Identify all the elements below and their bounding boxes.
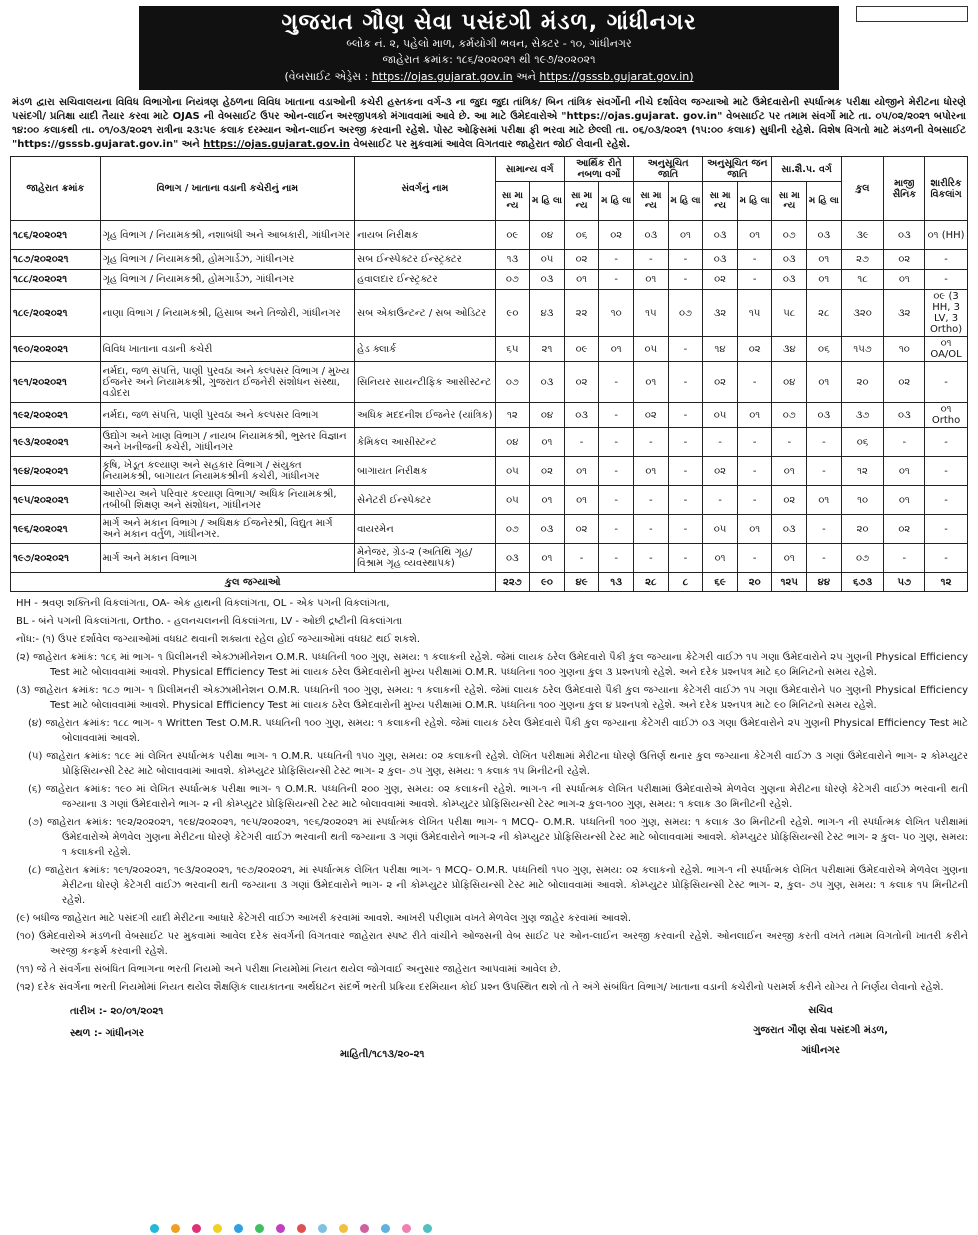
vacancy-cell: ૦૩ (772, 250, 807, 270)
note-item: (૧૧) જે તે સંવર્ગના સંબંધિત વિભાગના ભરતી નિયમો અને પરીક્ષા નિયમોમાં નિયત થયેલ જોગવાઈ અનુસાર જાહેરાત આપવામાં આવેલ છે. (16, 964, 561, 975)
note-item: (૩) જાહેરાત ક્રમાંક: ૧૮૭ ભાગ- ૧ પ્રિલીમનરી એક્ઝામીનેશન O.M.R. પધ્ધતિની ૧૦૦ ગુણ, સમય: ૧ કલાકની રહેશે. જેમાં લાયક ઠરેલ ઉમેદવારો પૈકી કુલ જગ્યાના કેટેગરી વાઈઝ ૧૫ ગણા ઉમેદવારોને ૫૦ ગુણની Physical Efficiency Test માટે બોલાવવામાં આવશે. Physical Efficiency Test માં લાયક ઠરેલ ઉમેદવારોની મુખ્ય પરીક્ષામાં O.M.R. પધ્ધતિના ૧૦૦ ગુણના કુલ ૪ પ્રશ્નપત્રો રહેશે. અને દરેક પ્રશ્નપત્ર માટે ૯૦ મિનિટનો સમય રહેશે. (16, 685, 968, 711)
intro-text-3: વેબસાઈટ પર મુકવામાં આવેલ વિગતવાર જાહેરાત જોઈ લેવાની રહેશે. (353, 139, 631, 150)
total-cell: ૨૦ (737, 573, 772, 592)
subcol-general: સા મા ન્ય (703, 182, 738, 221)
total-cell: ૯૦ (530, 573, 565, 592)
vacancy-cell: - (599, 486, 634, 515)
vacancy-cell: ૦૫ (703, 403, 738, 428)
vacancy-cell: - (807, 457, 842, 486)
total-cell: ૬૭૩ (841, 573, 884, 592)
vacancy-cell: ૦૧ (599, 337, 634, 362)
signatory-org: ગુજરાત ગૌણ સેવા પસંદગી મંડળ, (753, 1025, 888, 1036)
table-row (11, 544, 968, 573)
note-item: નોંધ:- (૧) ઉપર દર્શાવેલ જગ્યાઓમાં વધઘટ થવાની શક્યતા રહેલ હોઈ જગ્યાઓમાં વધઘટ થઈ શકશે. (16, 634, 421, 645)
header-banner (139, 6, 839, 90)
signatory-city: ગાંધીનગર (801, 1045, 840, 1056)
place: સ્થળ :- ગાંધીનગર (70, 1028, 145, 1039)
pwd-cell: - (925, 428, 968, 457)
vacancy-cell: ૬૫ (495, 337, 530, 362)
advt-range: જાહેરાત ક્રમાંક: ૧૮૬/૨૦૨૦૨૧ થી ૧૯૭/૨૦૨૦૨૧ (382, 53, 596, 66)
vacancy-cell: ૦૧ (807, 250, 842, 270)
vacancy-cell: - (668, 486, 703, 515)
vacancy-cell: ૦૬ (807, 337, 842, 362)
table-row (11, 457, 968, 486)
department-name: કૃષિ, ખેડૂત કલ્યાણ અને સહકાર વિભાગ / સંયુક્ત નિયામકશ્રી, બાગાયત નિયામકશ્રીની કચેરી, ગાંધીનગર (100, 457, 355, 486)
vacancy-cell: ૦૨ (737, 337, 772, 362)
vacancy-cell: - (599, 362, 634, 403)
vacancy-cell: ૦૩ (807, 403, 842, 428)
legend-line-1: HH - શ્રવણ શક્તિની વિકલાંગતા, OA- એક હાથની વિકલાંગતા, OL - એક પગની વિકલાંગતા, (16, 598, 390, 609)
department-name: ઉદ્યોગ અને ખાણ વિભાગ / નાયબ નિયામકશ્રી, ભુસ્તર વિજ્ઞાન અને ખનીજની કચેરી, ગાંધીનગર (100, 428, 355, 457)
vacancy-cell: - (884, 428, 925, 457)
vacancy-cell: ૦૧ (564, 270, 599, 290)
total-cell: ૮ (668, 573, 703, 592)
vacancy-cell: ૦૭ (841, 544, 884, 573)
vacancy-cell: ૦૨ (884, 515, 925, 544)
total-cell: ૬૯ (703, 573, 738, 592)
pwd-cell: - (925, 515, 968, 544)
pwd-cell: - (925, 250, 968, 270)
vacancy-cell: ૦૪ (772, 362, 807, 403)
advt-number: ૧૯૧/૨૦૨૦૨૧ (11, 362, 101, 403)
date-place (70, 1001, 163, 1045)
advt-number: ૧૮૯/૨૦૨૦૨૧ (11, 290, 101, 337)
legend-line-2: BL - બંને પગની વિકલાંગતા, Ortho. - હલનચલનની વિકલાંગતા, LV - ઓછી દ્રષ્ટીની વિકલાંગતા (16, 616, 403, 627)
table-row (11, 221, 968, 250)
vacancy-cell: ૩૨ (703, 290, 738, 337)
col-ews: આર્થિક રીતે નબળા વર્ગો (564, 157, 633, 182)
total-cell: ૫૭ (884, 573, 925, 592)
department-name: નર્મદા, જળ સંપત્તિ, પાણી પુરવઠા અને કલ્પસર વિભાગ / મુખ્ય ઈજનેર અને નિયામકશ્રી, ગુજરાત ઈજનેરી સંશોધન સંસ્થા, વડોદરા (100, 362, 355, 403)
website-and: અને (516, 70, 536, 83)
vacancy-cell: ૦૩ (807, 221, 842, 250)
note-item: (૪) જાહેરાત ક્રમાંક: ૧૮૮ ભાગ- ૧ Written Test O.M.R. પધ્ધતિની ૧૦૦ ગુણ, સમય: ૧ કલાકની રહેશે. જેમાં લાયક ઠરેલ ઉમેદવારો પૈકી કુલ જગ્યાના કેટેગરી વાઈઝ ૦૩ ગણા ઉમેદવારોને ૨૫ ગુણની Physical Efficiency Test માટે બોલાવવામાં આવશે. (28, 718, 968, 744)
table-row (11, 270, 968, 290)
subcol-female: મ હિ લા (807, 182, 842, 221)
registration-dot (192, 1224, 201, 1233)
legend (10, 595, 968, 631)
website-link-gsssb[interactable]: https://gsssb.gujarat.gov.in) (539, 70, 694, 83)
website-prefix: (વેબસાઈટ એડ્રેસ : (284, 70, 369, 83)
total-cell: ૨૮ (634, 573, 669, 592)
vacancy-cell: ૦૩ (772, 515, 807, 544)
registration-dot (423, 1224, 432, 1233)
vacancy-cell: ૦૧ (634, 362, 669, 403)
advt-number: ૧૯૨/૨૦૨૦૨૧ (11, 403, 101, 428)
vacancy-cell: ૨૨ (564, 290, 599, 337)
department-name: ગૃહ વિભાગ / નિયામકશ્રી, હોમગાર્ડઝ, ગાંધીનગર (100, 270, 355, 290)
vacancy-cell: - (634, 250, 669, 270)
vacancy-cell: ૧૪ (703, 337, 738, 362)
vacancy-cell: ૦૯ (495, 221, 530, 250)
intro-text-1: મંડળ દ્વારા સચિવાલયના વિવિધ વિભાગોના નિયંત્રણ હેઠળના વિવિધ ખાતાના વડાઓની કચેરી હસ્તકના વર્ગ-૩ ના જુદા જુદા તાંત્રિક/ બિન તાંત્રિક સંવર્ગોની નીચે દર્શાવેલ જગ્યાઓ માટે ઉમેદવારોની સ્પર્ધાત્મક પરીક્ષા યોજીને મેરીટના ધોરણે પસંદગી/ પ્રતિક્ષા યાદી તૈયાર કરવા માટે OJAS ની વેબસાઈટ ઉપર ઓન-લાઈન અરજીપત્રકો મંગાવવામાં આવે છે. આ માટે ઉમેદવારોએ "https://ojas.gujarat. gov.in" વેબસાઈટ પર તમામ સંવર્ગો માટે તા. ૦૫/૦૨/૨૦૨૧ બપોરના ૧૪:૦૦ કલાકથી તા. ૦૧/૦૩/૨૦૨૧ રાત્રીના ૨૩:૫૯ કલાક દરમ્યાન ઓન-લાઈન અરજી કરવાની રહેશે. પોસ્ટ ઓફિસમાં પરીક્ષા ફી ભરવા માટે છેલ્લી તા. ૦૬/૦૩/૨૦૨૧ (૧૫:૦૦ કલાક) સુધીની રહેશે. વિશેષ વિગતો માટે મંડળની વેબસાઈટ (12, 97, 966, 136)
cadre-name: હેડ ક્લાર્ક (355, 337, 495, 362)
pwd-cell: ૦૧ (HH) (925, 221, 968, 250)
advertisement-page (10, 6, 968, 1228)
cadre-name: વાયરમેન (355, 515, 495, 544)
vacancy-cell: ૦૨ (564, 362, 599, 403)
vacancy-cell: ૦૯ (564, 337, 599, 362)
vacancy-cell: - (599, 428, 634, 457)
vacancy-cell: ૦૧ (807, 270, 842, 290)
vacancy-cell: ૦૧ (807, 486, 842, 515)
total-cell: ૧૩ (599, 573, 634, 592)
vacancy-cell: ૨૦ (841, 362, 884, 403)
date: તારીખ :- ૨૦/૦૧/૨૦૨૧ (70, 1006, 164, 1017)
vacancy-cell: - (564, 428, 599, 457)
vacancy-cell: ૨૧ (530, 337, 565, 362)
reference-number: માહિતી/૧૮૧૩/૨૦-૨૧ (340, 1049, 425, 1060)
vacancy-cell: ૦૧ (807, 362, 842, 403)
vacancy-cell: ૦૭ (772, 403, 807, 428)
vacancy-cell: ૧૮ (841, 270, 884, 290)
vacancy-cell: ૦૬ (564, 221, 599, 250)
vacancy-cell: - (884, 544, 925, 573)
vacancy-cell: ૦૧ (564, 486, 599, 515)
registration-dot (318, 1224, 327, 1233)
vacancy-cell: ૩૭ (841, 403, 884, 428)
vacancy-cell: ૧૦ (841, 486, 884, 515)
vacancy-cell: ૦૨ (884, 250, 925, 270)
vacancy-cell: ૪૩ (530, 290, 565, 337)
cadre-name: અધિક મદદનીશ ઈજનેર (યાંત્રિક) (355, 403, 495, 428)
vacancy-cell: ૦૨ (703, 362, 738, 403)
pwd-cell: ૦૯ (3 HH, 3 LV, 3 Ortho) (925, 290, 968, 337)
website-link-ojas[interactable]: https://ojas.gujarat.gov.in (371, 70, 513, 83)
vacancy-cell: ૦૧ (530, 544, 565, 573)
vacancy-cell: ૦૨ (634, 403, 669, 428)
vacancy-cell: ૩૪ (772, 337, 807, 362)
vacancy-cell: - (668, 457, 703, 486)
pwd-cell: ૦૧ OA/OL (925, 337, 968, 362)
cadre-name: હવાલદાર ઈન્સ્ટ્રક્ટર (355, 270, 495, 290)
vacancy-cell: - (772, 428, 807, 457)
col-sc: અનુસૂચિત જાતિ (634, 157, 703, 182)
vacancy-cell: ૧૨ (841, 457, 884, 486)
website-line (139, 70, 839, 84)
vacancy-cell: - (668, 515, 703, 544)
col-total: કુલ (841, 157, 884, 221)
vacancy-cell: ૦૫ (530, 250, 565, 270)
vacancy-cell: ૦૩ (703, 250, 738, 270)
vacancy-cell: ૦૨ (599, 221, 634, 250)
note-item: (૯) બધીજ જાહેરાત માટે પસંદગી યાદી મેરીટના આધારે કેટેગરી વાઈઝ આખરી કરવામાં આવશે. આખરી પરીણામ વખતે મેળવેલ ગુણ જાહેર કરવામાં આવશે. (16, 913, 632, 924)
vacancy-cell: ૦૩ (884, 221, 925, 250)
intro-link[interactable]: https://ojas.gujarat.gov.in (203, 139, 350, 150)
vacancy-cell: ૧૫ (634, 290, 669, 337)
registration-dot (213, 1224, 222, 1233)
intro-text-2: "https://gsssb.gujarat.gov.in" અને (12, 139, 200, 150)
advt-number: ૧૯૪/૨૦૨૦૨૧ (11, 457, 101, 486)
vacancy-cell: ૧૩ (495, 250, 530, 270)
department-name: ગૃહ વિભાગ / નિયામકશ્રી, નશાબંધી અને આબકારી, ગાંધીનગર (100, 221, 355, 250)
vacancy-cell: - (737, 428, 772, 457)
vacancy-cell: - (668, 544, 703, 573)
note-item: (૧૨) દરેક સંવર્ગના ભરતી નિયમોમાં નિયત થયેલ શૈક્ષણિક લાયકાતના અર્થઘટન સંદર્ભે ભરતી પ્રક્રિયા દરમિયાન કોઈ પ્રશ્ન ઉપસ્થિત થશે તો તે અંગે સંબંધિત વિભાગ/ ખાતાના વડાની કચેરીનો પરામર્શ કરીને યોગ્ય તે નિર્ણય લેવાનો રહેશે. (16, 982, 944, 993)
col-department: વિભાગ / ખાતાના વડાની કચેરીનું નામ (100, 157, 355, 221)
vacancy-cell: - (599, 270, 634, 290)
cadre-name: કેમિકલ આસીસ્ટન્ટ (355, 428, 495, 457)
total-cell: ૪૯ (564, 573, 599, 592)
vacancy-cell: ૫૮ (772, 290, 807, 337)
vacancy-cell: ૨૦ (841, 515, 884, 544)
vacancy-cell: ૧૫૭ (841, 337, 884, 362)
vacancy-cell: - (599, 457, 634, 486)
vacancy-cell: - (807, 428, 842, 457)
vacancy-cell: ૦૩ (772, 270, 807, 290)
vacancy-cell: - (599, 250, 634, 270)
vacancy-cell: - (737, 457, 772, 486)
vacancy-cell: ૦૩ (530, 515, 565, 544)
table-row (11, 250, 968, 270)
vacancy-cell: - (737, 486, 772, 515)
table-row (11, 515, 968, 544)
table-row (11, 428, 968, 457)
advt-number: ૧૮૬/૨૦૨૦૨૧ (11, 221, 101, 250)
vacancy-cell: ૦૧ (564, 457, 599, 486)
vacancy-cell: - (668, 337, 703, 362)
vacancy-cell: - (668, 428, 703, 457)
pwd-cell: - (925, 544, 968, 573)
subcol-female: મ હિ લા (530, 182, 565, 221)
advt-number: ૧૯૩/૨૦૨૦૨૧ (11, 428, 101, 457)
cadre-name: બાગાયત નિરીક્ષક (355, 457, 495, 486)
cadre-name: સબ એકાઉન્ટન્ટ / સબ ઓડિટર (355, 290, 495, 337)
vacancy-cell: ૦૬ (841, 428, 884, 457)
vacancy-cell: ૦૧ (884, 270, 925, 290)
note-item: (૭) જાહેરાત ક્રમાંક: ૧૯૨/૨૦૨૦૨૧, ૧૯૪/૨૦૨૦૨૧, ૧૯૫/૨૦૨૦૨૧, ૧૯૬/૨૦૨૦૨૧ માં સ્પર્ધાત્મક લેખિત પરીક્ષા ભાગ- ૧ MCQ- O.M.R. પધ્ધતિની ૧૦૦ ગુણ, સમય: ૧ કલાક ૩૦ મિનીટની રહેશે. ભાગ-૧ ની સ્પર્ધાત્મક લેખિત પરીક્ષામાં ઉમેદવારોએ મેળવેલ ગુણના મેરીટના ધોરણે કેટેગરી વાઈઝ ભરવાની થતી જગ્યાના ૩ ગણાં ઉમેદવારોને ભાગ-૨ ની કોમ્પ્યુટર પ્રોફિસિયન્સી ટેસ્ટ માટે બોલાવવામાં આવશે. કોમ્પ્યુટર પ્રોફિસિયન્સી ટેસ્ટ ભાગ- ૨ કુલ- ૫૦ ગુણ, સમય: ૧ કલાકની રહેશે. (28, 817, 968, 858)
pwd-cell: ૦૧ Ortho (925, 403, 968, 428)
vacancy-cell: ૦૨ (530, 457, 565, 486)
vacancy-cell: ૦૭ (495, 270, 530, 290)
vacancy-cell: - (599, 544, 634, 573)
total-cell: ૧૨ (925, 573, 968, 592)
department-name: વિવિધ ખાતાના વડાની કચેરી (100, 337, 355, 362)
vacancy-cell: - (634, 515, 669, 544)
vacancy-cell: ૦૧ (530, 486, 565, 515)
vacancy-cell: ૦૨ (772, 486, 807, 515)
vacancy-cell: - (599, 403, 634, 428)
vacancy-cell: ૦૨ (703, 457, 738, 486)
table-row (11, 290, 968, 337)
advt-number: ૧૯૭/૨૦૨૦૨૧ (11, 544, 101, 573)
total-label: કુલ જગ્યાઓ (11, 573, 496, 592)
table-row (11, 486, 968, 515)
department-name: આરોગ્ય અને પરિવાર કલ્યાણ વિભાગ/ અધિક નિયામકશ્રી, તબીબી શિક્ષણ અને સંશોધન, ગાંધીનગર (100, 486, 355, 515)
col-st: અનુસૂચિત જન જાતિ (703, 157, 772, 182)
col-sebc: સા.શૈ.પ. વર્ગ (772, 157, 841, 182)
vacancy-cell: ૩૯ (841, 221, 884, 250)
vacancy-cell: ૦૩ (530, 362, 565, 403)
vacancy-cell: ૦૧ (772, 544, 807, 573)
department-name: ગૃહ વિભાગ / નિયામકશ્રી, હોમગાર્ડઝ, ગાંધીનગર (100, 250, 355, 270)
note-item: (૬) જાહેરાત ક્રમાંક: ૧૯૦ માં લેખિત સ્પર્ધાત્મક પરીક્ષા ભાગ- ૧ O.M.R. પધ્ધતિની ૨૦૦ ગુણ, સમય: ૦૨ કલાકની રહેશે. ભાગ-૧ ની સ્પર્ધાત્મક લેખિત પરીક્ષામાં ઉમેદવારોએ મેળવેલ ગુણના મેરીટના ધોરણે કેટેગરી વાઈઝ ભરવાની થતી જગ્યાના ૩ ગણાં ઉમેદવારોને ભાગ- ૨ ની કોમ્પ્યુટર પ્રોફિસિયન્સી ટેસ્ટ માટે બોલાવવામાં આવશે. કોમ્પ્યુટર પ્રોફિસિયન્સી ટેસ્ટ ભાગ-૨ કુલ-૧૦૦ ગુણ, સમય: ૧ કલાક ૩૦ મિનીટની રહેશે. (28, 784, 968, 810)
registration-dot (150, 1224, 159, 1233)
vacancy-cell: - (634, 486, 669, 515)
table-row (11, 403, 968, 428)
vacancy-cell: ૦૧ (703, 544, 738, 573)
table-row (11, 362, 968, 403)
col-general: સામાન્ય વર્ગ (495, 157, 564, 182)
vacancy-cell: - (737, 270, 772, 290)
signatory (753, 1001, 888, 1061)
advt-number: ૧૯૬/૨૦૨૦૨૧ (11, 515, 101, 544)
vacancy-cell: ૦૩ (634, 221, 669, 250)
vacancy-cell: ૦૧ (884, 486, 925, 515)
vacancy-cell: - (668, 362, 703, 403)
vacancy-cell: ૦૪ (495, 428, 530, 457)
vacancy-cell: - (634, 544, 669, 573)
department-name: નાણા વિભાગ / નિયામકશ્રી, હિસાબ અને તિજોરી, ગાંધીનગર (100, 290, 355, 337)
pwd-cell: - (925, 457, 968, 486)
vacancy-cell: ૦૧ (737, 515, 772, 544)
cadre-name: સિનિયર સાયન્ટીફિક આસીસ્ટન્ટ (355, 362, 495, 403)
vacancy-cell: ૦૭ (495, 515, 530, 544)
table-row (11, 337, 968, 362)
vacancy-cell: ૨૭ (841, 250, 884, 270)
registration-dot (255, 1224, 264, 1233)
pwd-cell: - (925, 270, 968, 290)
vacancy-cell: ૦૨ (703, 270, 738, 290)
registration-dot (297, 1224, 306, 1233)
signature-block (10, 1001, 968, 1071)
vacancy-cell: - (668, 270, 703, 290)
vacancy-cell: ૦૧ (737, 403, 772, 428)
vacancy-cell: ૦૭ (495, 362, 530, 403)
vacancy-cell: ૦૪ (530, 221, 565, 250)
department-name: માર્ગ અને મકાન વિભાગ / અધિક્ષક ઈજનેરશ્રી, વિદ્યુત માર્ગ અને મકાન વર્તુળ, ગાંધીનગર. (100, 515, 355, 544)
vacancy-cell: ૩૨ (884, 290, 925, 337)
org-title: ગુજરાત ગૌણ સેવા પસંદગી મંડળ, ગાંધીનગર (281, 10, 697, 35)
advt-number: ૧૮૭/૨૦૨૦૨૧ (11, 250, 101, 270)
vacancy-cell: ૨૮ (807, 290, 842, 337)
note-item: (૨) જાહેરાત ક્રમાંક: ૧૮૬ માં ભાગ- ૧ પ્રિલીમનરી એક્ઝામીનેશન O.M.R. પધ્ધતિની ૧૦૦ ગુણ, સમય: ૧ કલાકની રહેશે. જેમાં લાયક ઠરેલ ઉમેદવારો પૈકી કુલ જગ્યાના કેટેગરી વાઈઝ ૧૫ ગણા ઉમેદવારોને ૨૫ ગુણની Physical Efficiency Test માટે બોલાવવામાં આવશે. Physical Efficiency Test માં લાયક ઠરેલ ઉમેદવારોની મુખ્ય પરીક્ષામાં O.M.R. પધ્ધતિના ૧૦૦ ગુણના કુલ ૩ પ્રશ્નપત્રો રહેશે. અને દરેક પ્રશ્નપત્ર માટે ૬૦ મિનિટનો સમય રહેશે. (16, 652, 968, 678)
department-name: નર્મદા, જળ સંપત્તિ, પાણી પુરવઠા અને કલ્પસર વિભાગ (100, 403, 355, 428)
registration-dot (234, 1224, 243, 1233)
col-pwd: શારીરિક વિકલાંગ (925, 157, 968, 221)
vacancy-cell: ૦૩ (703, 221, 738, 250)
total-cell: ૪૪ (807, 573, 842, 592)
note-item: (૮) જાહેરાત ક્રમાંક: ૧૯૧/૨૦૨૦૨૧, ૧૯૩/૨૦૨૦૨૧, ૧૯૭/૨૦૨૦૨૧, માં સ્પર્ધાત્મક લેખિત પરીક્ષા ભાગ- ૧ MCQ- O.M.R. પધ્ધતિથી ૧૫૦ ગુણ, સમય: ૦૨ કલાકનો રહેશે. ભાગ-૧ ની સ્પર્ધાત્મક લેખિત પરીક્ષામાં ઉમેદવારોએ મેળવેલ ગુણના મેરીટના ધોરણે કેટેગરી વાઈઝ ભરવાની થતી જગ્યાના ૩ ગણાં ઉમેદવારોને ભાગ- ૨ ની કોમ્પ્યુટર પ્રોફિસિયન્સી ટેસ્ટ માટે બોલાવવામાં આવશે. કોમ્પ્યુટર પ્રોફિસિયન્સી ટેસ્ટ ભાગ- ૨, કુલ- ૭૫ ગુણ, સમય: ૧ કલાક ૧૫ મિનીટની રહેશે. (28, 865, 968, 906)
vacancy-cell: ૦૨ (564, 515, 599, 544)
vacancy-cell: - (807, 544, 842, 573)
vacancy-cell: ૩૨૦ (841, 290, 884, 337)
advt-number: ૧૯૦/૨૦૨૦૨૧ (11, 337, 101, 362)
vacancy-cell: ૦૨ (884, 362, 925, 403)
registration-dot (360, 1224, 369, 1233)
vacancy-cell: ૦૧ (634, 457, 669, 486)
org-address: બ્લોક નં. ૨, પહેલો માળ, કર્મયોગી ભવન, સેક્ટર - ૧૦, ગાંધીનગર (346, 37, 632, 50)
vacancy-cell: ૦૩ (884, 403, 925, 428)
vacancy-cell: - (599, 515, 634, 544)
cadre-name: સબ ઈન્સ્પેક્ટર ઈન્સ્ટ્રક્ટર (355, 250, 495, 270)
signatory-title: સચિવ (808, 1005, 833, 1016)
registration-dot (381, 1224, 390, 1233)
col-ex-servicemen: માજી સૈનિક (884, 157, 925, 221)
col-advt-no: જાહેરાત ક્રમાંક (11, 157, 101, 221)
note-item: (૧૦) ઉમેદવારોએ મંડળની વેબસાઈટ પર મુકવામાં આવેલ દરેક સંવર્ગની વિગતવાર જાહેરાત સ્પષ્ટ રીતે વાંચીને ઓજસની વેબ સાઈટ પર ઓન-લાઈન અરજી કરવાની રહેશે. ઓનલાઈન અરજી કરતી વખતે તમામ વિગતોની ખાતરી કરીને અરજી કન્ફર્મ કરવાની રહેશે. (16, 931, 968, 957)
department-name: માર્ગ અને મકાન વિભાગ (100, 544, 355, 573)
vacancy-cell: ૧૨ (495, 403, 530, 428)
vacancy-cell: - (737, 250, 772, 270)
subcol-female: મ હિ લા (668, 182, 703, 221)
vacancy-cell: - (703, 486, 738, 515)
subcol-general: સા મા ન્ય (772, 182, 807, 221)
vacancy-cell: ૦૩ (530, 270, 565, 290)
vacancy-cell: - (668, 250, 703, 270)
cadre-name: મેનેજર, ગ્રેડ-૨ (અતિથિ ગૃહ/ વિશ્રામ ગૃહ વ્યવસ્થાપક) (355, 544, 495, 573)
vacancy-cell: ૦૭ (772, 221, 807, 250)
vacancy-cell: ૦૧ (668, 221, 703, 250)
registration-dot (276, 1224, 285, 1233)
notes-section (10, 632, 968, 995)
vacancy-cell: - (564, 544, 599, 573)
intro-paragraph (10, 96, 968, 152)
vacancy-cell: ૦૧ (772, 457, 807, 486)
vacancy-cell: ૦૧ (530, 428, 565, 457)
vacancy-cell: - (703, 428, 738, 457)
total-cell: ૨૨૭ (495, 573, 530, 592)
vacancy-cell: ૦૫ (495, 486, 530, 515)
vacancy-cell: - (807, 515, 842, 544)
pwd-cell: - (925, 486, 968, 515)
note-item: (૫) જાહેરાત ક્રમાંક: ૧૮૯ માં લેખિત સ્પર્ધાત્મક પરીક્ષા ભાગ- ૧ O.M.R. પધ્ધતિની ૧૫૦ ગુણ, સમય: ૦૨ કલાકની રહેશે. લેખિત પરીક્ષામાં મેરીટના ધોરણે ઉત્તિર્ણ થનાર કુલ જગ્યાના કેટેગરી વાઈઝ ૩ ગણાં ઉમેદવારોને ભાગ- ૨ કોમ્પ્યુટર પ્રોફિસિયન્સી ટેસ્ટ માટે બોલાવવામાં આવશે. કોમ્પ્યુટર પ્રોફિસિયન્સી ટેસ્ટ ભાગ- ૨ કુલ- ૭૫ ગુણ, સમય: ૧ કલાક ૧૫ મિનીટની રહેશે. (28, 751, 968, 777)
vacancy-cell: ૦૩ (495, 544, 530, 573)
subcol-general: સા મા ન્ય (634, 182, 669, 221)
vacancy-table (10, 156, 968, 592)
advt-number: ૧૯૫/૨૦૨૦૨૧ (11, 486, 101, 515)
vacancy-cell: ૦૭ (668, 290, 703, 337)
cadre-name: નાયબ નિરીક્ષક (355, 221, 495, 250)
vacancy-cell: ૧૦ (599, 290, 634, 337)
vacancy-cell: - (634, 428, 669, 457)
color-registration-dots (150, 1224, 432, 1233)
registration-dot (339, 1224, 348, 1233)
vacancy-cell: ૦૧ (737, 221, 772, 250)
registration-dot (171, 1224, 180, 1233)
cadre-name: સેનેટરી ઈન્સ્પેક્ટર (355, 486, 495, 515)
subcol-female: મ હિ લા (737, 182, 772, 221)
vacancy-cell: ૧૫ (737, 290, 772, 337)
subcol-general: સા મા ન્ય (495, 182, 530, 221)
vacancy-cell: ૦૪ (530, 403, 565, 428)
vacancy-cell: ૯૦ (495, 290, 530, 337)
registration-dot (402, 1224, 411, 1233)
pwd-cell: - (925, 362, 968, 403)
vacancy-cell: ૦૧ (884, 457, 925, 486)
total-cell: ૧૨૫ (772, 573, 807, 592)
vacancy-cell: ૦૫ (634, 337, 669, 362)
vacancy-cell: ૦૫ (703, 515, 738, 544)
vacancy-cell: - (737, 544, 772, 573)
col-cadre: સંવર્ગનું નામ (355, 157, 495, 221)
subcol-general: સા મા ન્ય (564, 182, 599, 221)
total-row (11, 573, 968, 592)
vacancy-cell: ૦૨ (564, 250, 599, 270)
vacancy-cell: ૦૫ (495, 457, 530, 486)
vacancy-cell: - (668, 403, 703, 428)
vacancy-cell: ૦૧ (634, 270, 669, 290)
vacancy-cell: ૧૦ (884, 337, 925, 362)
vacancy-cell: - (737, 362, 772, 403)
vacancy-cell: ૦૩ (564, 403, 599, 428)
corner-box (856, 6, 968, 22)
subcol-female: મ હિ લા (599, 182, 634, 221)
advt-number: ૧૮૮/૨૦૨૦૨૧ (11, 270, 101, 290)
